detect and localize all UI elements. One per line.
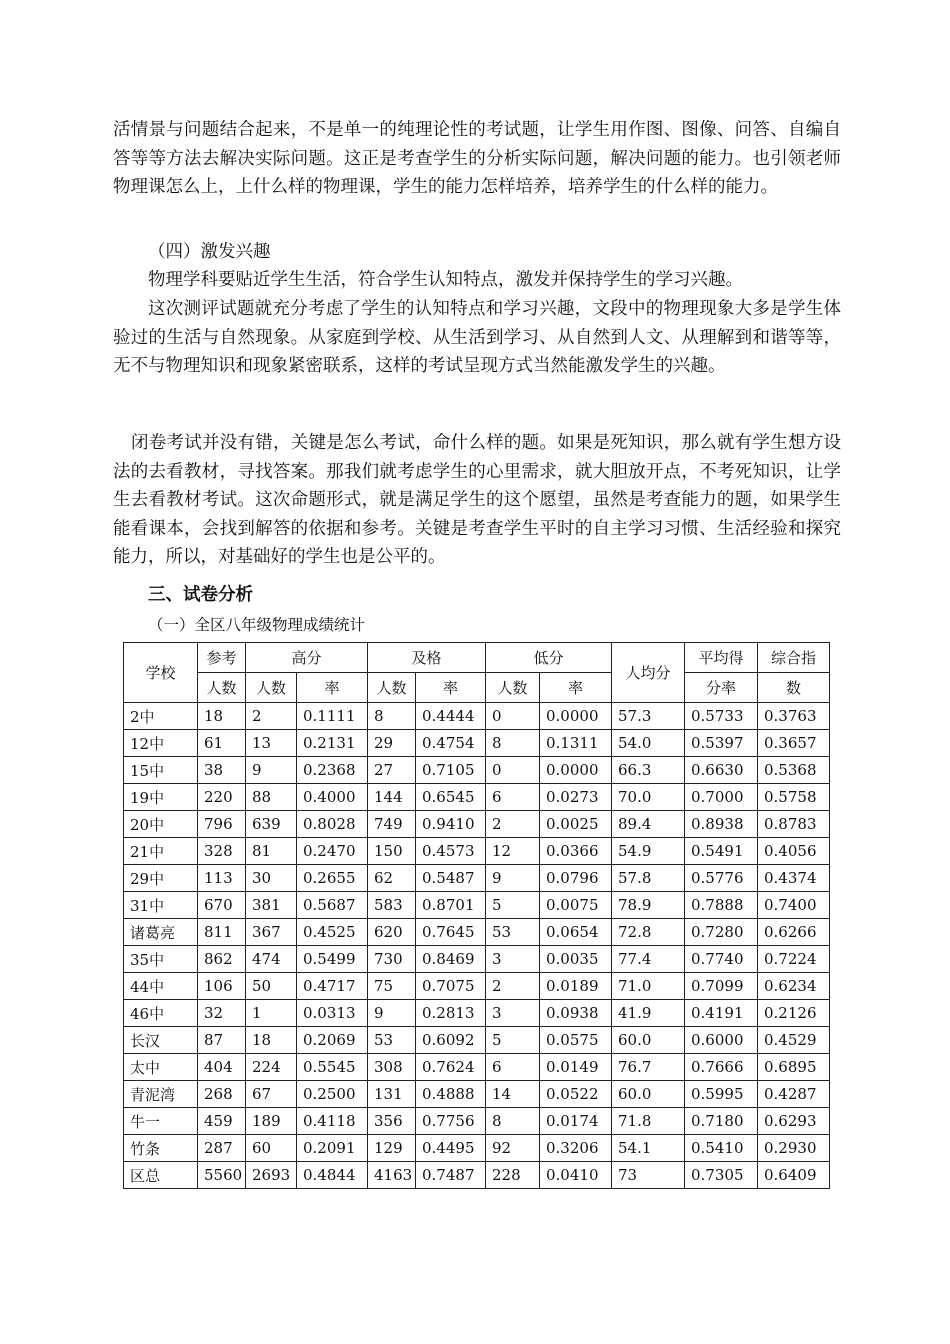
cell-high-rate: 0.8028: [297, 811, 368, 838]
cell-pass-rate: 0.4573: [416, 838, 486, 865]
header-average-score: 人均分: [612, 643, 685, 703]
cell-pass-rate: 0.7487: [416, 1162, 486, 1189]
cell-average-score: 76.7: [612, 1054, 685, 1081]
score-statistics-table: [123, 642, 830, 1189]
cell-participants: 268: [198, 1081, 246, 1108]
cell-average-score: 60.0: [612, 1081, 685, 1108]
cell-pass-rate: 0.7624: [416, 1054, 486, 1081]
cell-average-score: 57.3: [612, 703, 685, 730]
cell-high-count: 474: [246, 946, 297, 973]
cell-low-count: 53: [486, 919, 540, 946]
header-school: 学校: [124, 643, 198, 703]
cell-pass-count: 583: [368, 892, 416, 919]
cell-low-count: 8: [486, 730, 540, 757]
cell-school: 15中: [124, 757, 198, 784]
cell-high-count: 189: [246, 1108, 297, 1135]
cell-school: 19中: [124, 784, 198, 811]
table-row: [124, 946, 830, 973]
cell-composite-index: 0.6895: [758, 1054, 830, 1081]
table-row: [124, 1135, 830, 1162]
cell-high-count: 13: [246, 730, 297, 757]
table-header-row-1: [124, 643, 830, 673]
cell-high-rate: 0.2069: [297, 1027, 368, 1054]
cell-pass-rate: 0.8469: [416, 946, 486, 973]
cell-average-rate: 0.7180: [685, 1108, 758, 1135]
table-row: [124, 1027, 830, 1054]
cell-composite-index: 0.6409: [758, 1162, 830, 1189]
header-high-count: 人数: [246, 673, 297, 703]
cell-school: 46中: [124, 1000, 198, 1027]
table-row: [124, 1162, 830, 1189]
cell-pass-rate: 0.6092: [416, 1027, 486, 1054]
cell-school: 21中: [124, 838, 198, 865]
cell-pass-count: 75: [368, 973, 416, 1000]
cell-low-count: 9: [486, 865, 540, 892]
cell-average-rate: 0.6630: [685, 757, 758, 784]
header-index-top: 综合指: [758, 643, 830, 673]
cell-pass-rate: 0.4495: [416, 1135, 486, 1162]
cell-pass-rate: 0.8701: [416, 892, 486, 919]
header-low-score: 低分: [486, 643, 612, 673]
cell-average-rate: 0.5733: [685, 703, 758, 730]
table-row: [124, 730, 830, 757]
cell-participants: 38: [198, 757, 246, 784]
cell-pass-count: 4163: [368, 1162, 416, 1189]
cell-high-rate: 0.0313: [297, 1000, 368, 1027]
cell-average-rate: 0.6000: [685, 1027, 758, 1054]
cell-average-rate: 0.7099: [685, 973, 758, 1000]
cell-participants: 670: [198, 892, 246, 919]
table-row: [124, 1108, 830, 1135]
cell-high-rate: 0.4118: [297, 1108, 368, 1135]
paragraph-closed-book: 闭卷考试并没有错，关键是怎么考试，命什么样的题。如果是死知识，那么就有学生想方设法的去看教材，寻找答案。那我们就考虑学生的心里需求，就大胆放开点，不考死知识，让学生去看教材考试。这次命题形式，就是满足学生的这个愿望，虽然是考查能力的题，如果学生能看课本，会找到解答的依据和参考。关键是考查学生平时的自主学习习惯、生活经验和探究能力，所以，对基础好的学生也是公平的。: [113, 433, 841, 567]
table-row: [124, 919, 830, 946]
cell-low-rate: 0.0410: [540, 1162, 612, 1189]
cell-participants: 811: [198, 919, 246, 946]
cell-composite-index: 0.4287: [758, 1081, 830, 1108]
cell-low-count: 92: [486, 1135, 540, 1162]
cell-high-count: 1: [246, 1000, 297, 1027]
cell-high-count: 2: [246, 703, 297, 730]
cell-average-score: 66.3: [612, 757, 685, 784]
cell-average-rate: 0.5776: [685, 865, 758, 892]
cell-pass-count: 53: [368, 1027, 416, 1054]
cell-average-score: 41.9: [612, 1000, 685, 1027]
cell-average-rate: 0.8938: [685, 811, 758, 838]
cell-participants: 32: [198, 1000, 246, 1027]
cell-high-rate: 0.2655: [297, 865, 368, 892]
cell-average-rate: 0.5491: [685, 838, 758, 865]
cell-pass-count: 9: [368, 1000, 416, 1027]
cell-high-count: 88: [246, 784, 297, 811]
table-row: [124, 1000, 830, 1027]
cell-pass-count: 144: [368, 784, 416, 811]
cell-composite-index: 0.3763: [758, 703, 830, 730]
cell-low-rate: 0.0174: [540, 1108, 612, 1135]
cell-low-count: 5: [486, 1027, 540, 1054]
cell-participants: 796: [198, 811, 246, 838]
cell-high-rate: 0.2091: [297, 1135, 368, 1162]
cell-average-rate: 0.7740: [685, 946, 758, 973]
cell-low-count: 8: [486, 1108, 540, 1135]
table-caption: （一）全区八年级物理成绩统计: [148, 616, 366, 634]
cell-participants: 106: [198, 973, 246, 1000]
section-title-paper-analysis: 三、试卷分析: [148, 585, 253, 605]
cell-composite-index: 0.6266: [758, 919, 830, 946]
cell-participants: 220: [198, 784, 246, 811]
cell-high-rate: 0.5545: [297, 1054, 368, 1081]
table-row: [124, 892, 830, 919]
cell-high-count: 67: [246, 1081, 297, 1108]
cell-average-score: 54.0: [612, 730, 685, 757]
cell-pass-count: 27: [368, 757, 416, 784]
cell-composite-index: 0.6234: [758, 973, 830, 1000]
cell-low-count: 6: [486, 1054, 540, 1081]
cell-average-rate: 0.7000: [685, 784, 758, 811]
cell-average-rate: 0.7888: [685, 892, 758, 919]
cell-high-count: 9: [246, 757, 297, 784]
cell-average-score: 89.4: [612, 811, 685, 838]
header-average-rate-top: 平均得: [685, 643, 758, 673]
cell-low-count: 3: [486, 1000, 540, 1027]
cell-average-score: 60.0: [612, 1027, 685, 1054]
table-header-row-2: [124, 673, 830, 703]
cell-school: 竹条: [124, 1135, 198, 1162]
table-row: [124, 865, 830, 892]
cell-low-count: 12: [486, 838, 540, 865]
cell-low-count: 0: [486, 757, 540, 784]
cell-low-rate: 0.0000: [540, 757, 612, 784]
cell-school: 35中: [124, 946, 198, 973]
cell-school: 2中: [124, 703, 198, 730]
header-high-rate: 率: [297, 673, 368, 703]
table-row: [124, 757, 830, 784]
cell-composite-index: 0.2126: [758, 1000, 830, 1027]
cell-average-rate: 0.5397: [685, 730, 758, 757]
cell-average-score: 54.9: [612, 838, 685, 865]
subheading-interest: （四）激发兴趣: [148, 242, 271, 262]
cell-average-score: 78.9: [612, 892, 685, 919]
cell-high-rate: 0.2470: [297, 838, 368, 865]
cell-average-rate: 0.7280: [685, 919, 758, 946]
cell-high-count: 639: [246, 811, 297, 838]
cell-low-count: 3: [486, 946, 540, 973]
cell-pass-rate: 0.6545: [416, 784, 486, 811]
cell-school: 29中: [124, 865, 198, 892]
paragraph-assessment-method: 活情景与问题结合起来，不是单一的纯理论性的考试题，让学生用作图、图像、问答、自编自答等等方法去解决实际问题。这正是考查学生的分析实际问题，解决问题的能力。也引领老师物理课怎么上，上什么样的物理课，学生的能力怎样培养，培养学生的什么样的能力。: [113, 120, 841, 197]
cell-low-rate: 0.0273: [540, 784, 612, 811]
table-row: [124, 1081, 830, 1108]
header-pass: 及格: [368, 643, 486, 673]
cell-low-count: 0: [486, 703, 540, 730]
cell-high-rate: 0.4717: [297, 973, 368, 1000]
cell-composite-index: 0.6293: [758, 1108, 830, 1135]
cell-pass-rate: 0.4754: [416, 730, 486, 757]
cell-pass-count: 129: [368, 1135, 416, 1162]
cell-high-count: 224: [246, 1054, 297, 1081]
cell-average-score: 71.8: [612, 1108, 685, 1135]
cell-average-score: 71.0: [612, 973, 685, 1000]
cell-high-rate: 0.5499: [297, 946, 368, 973]
cell-average-rate: 0.7666: [685, 1054, 758, 1081]
cell-average-score: 73: [612, 1162, 685, 1189]
cell-school: 青泥湾: [124, 1081, 198, 1108]
header-participants-bottom: 人数: [198, 673, 246, 703]
cell-participants: 404: [198, 1054, 246, 1081]
cell-pass-count: 8: [368, 703, 416, 730]
cell-pass-rate: 0.2813: [416, 1000, 486, 1027]
cell-high-rate: 0.1111: [297, 703, 368, 730]
cell-school: 牛一: [124, 1108, 198, 1135]
header-low-rate: 率: [540, 673, 612, 703]
cell-high-rate: 0.4844: [297, 1162, 368, 1189]
cell-school: 太中: [124, 1054, 198, 1081]
cell-pass-count: 730: [368, 946, 416, 973]
cell-participants: 113: [198, 865, 246, 892]
table-row: [124, 811, 830, 838]
cell-pass-count: 620: [368, 919, 416, 946]
cell-high-count: 81: [246, 838, 297, 865]
cell-pass-rate: 0.7756: [416, 1108, 486, 1135]
cell-participants: 459: [198, 1108, 246, 1135]
table-row: [124, 703, 830, 730]
cell-low-count: 5: [486, 892, 540, 919]
cell-low-rate: 0.0189: [540, 973, 612, 1000]
cell-high-count: 30: [246, 865, 297, 892]
cell-pass-count: 150: [368, 838, 416, 865]
cell-average-score: 70.0: [612, 784, 685, 811]
cell-participants: 87: [198, 1027, 246, 1054]
cell-composite-index: 0.5758: [758, 784, 830, 811]
cell-high-rate: 0.2131: [297, 730, 368, 757]
cell-composite-index: 0.4056: [758, 838, 830, 865]
cell-average-score: 57.8: [612, 865, 685, 892]
cell-average-score: 54.1: [612, 1135, 685, 1162]
cell-low-rate: 0.0575: [540, 1027, 612, 1054]
cell-low-count: 6: [486, 784, 540, 811]
cell-high-count: 367: [246, 919, 297, 946]
cell-high-count: 60: [246, 1135, 297, 1162]
cell-low-rate: 0.0522: [540, 1081, 612, 1108]
cell-high-count: 2693: [246, 1162, 297, 1189]
header-index-bottom: 数: [758, 673, 830, 703]
cell-participants: 61: [198, 730, 246, 757]
cell-pass-rate: 0.7105: [416, 757, 486, 784]
table-body: [124, 703, 830, 1189]
cell-average-rate: 0.5995: [685, 1081, 758, 1108]
cell-low-rate: 0.0938: [540, 1000, 612, 1027]
cell-pass-rate: 0.7645: [416, 919, 486, 946]
cell-high-count: 50: [246, 973, 297, 1000]
table-row: [124, 838, 830, 865]
cell-composite-index: 0.7224: [758, 946, 830, 973]
cell-low-count: 2: [486, 811, 540, 838]
cell-composite-index: 0.3657: [758, 730, 830, 757]
cell-high-rate: 0.5687: [297, 892, 368, 919]
cell-pass-count: 62: [368, 865, 416, 892]
cell-composite-index: 0.5368: [758, 757, 830, 784]
cell-composite-index: 0.8783: [758, 811, 830, 838]
cell-school: 长汉: [124, 1027, 198, 1054]
cell-low-rate: 0.0149: [540, 1054, 612, 1081]
cell-school: 区总: [124, 1162, 198, 1189]
cell-pass-count: 29: [368, 730, 416, 757]
cell-average-rate: 0.7305: [685, 1162, 758, 1189]
cell-low-rate: 0.0796: [540, 865, 612, 892]
cell-pass-rate: 0.7075: [416, 973, 486, 1000]
cell-school: 诸葛亮: [124, 919, 198, 946]
cell-participants: 862: [198, 946, 246, 973]
cell-low-rate: 0.0654: [540, 919, 612, 946]
table-row: [124, 973, 830, 1000]
paragraph-test-design: 这次测评试题就充分考虑了学生的认知特点和学习兴趣，文段中的物理现象大多是学生体验过的生活与自然现象。从家庭到学校、从生活到学习、从自然到人文、从理解到和谐等等，无不与物理知识和现象紧密联系，这样的考试呈现方式当然能激发学生的兴趣。: [113, 299, 841, 376]
cell-low-count: 14: [486, 1081, 540, 1108]
cell-pass-count: 356: [368, 1108, 416, 1135]
cell-pass-rate: 0.5487: [416, 865, 486, 892]
cell-participants: 328: [198, 838, 246, 865]
header-low-count: 人数: [486, 673, 540, 703]
cell-high-count: 18: [246, 1027, 297, 1054]
cell-low-count: 2: [486, 973, 540, 1000]
cell-school: 31中: [124, 892, 198, 919]
cell-participants: 5560: [198, 1162, 246, 1189]
cell-pass-rate: 0.4888: [416, 1081, 486, 1108]
cell-high-rate: 0.2368: [297, 757, 368, 784]
cell-low-count: 228: [486, 1162, 540, 1189]
cell-high-count: 381: [246, 892, 297, 919]
cell-school: 44中: [124, 973, 198, 1000]
cell-pass-count: 749: [368, 811, 416, 838]
header-participants-top: 参考: [198, 643, 246, 673]
cell-low-rate: 0.3206: [540, 1135, 612, 1162]
cell-average-score: 72.8: [612, 919, 685, 946]
cell-composite-index: 0.4529: [758, 1027, 830, 1054]
table-row: [124, 784, 830, 811]
paragraph-physics-subject: 物理学科要贴近学生生活，符合学生认知特点，激发并保持学生的学习兴趣。: [148, 270, 743, 290]
cell-low-rate: 0.0366: [540, 838, 612, 865]
cell-pass-rate: 0.9410: [416, 811, 486, 838]
cell-participants: 287: [198, 1135, 246, 1162]
cell-low-rate: 0.0025: [540, 811, 612, 838]
cell-high-rate: 0.4000: [297, 784, 368, 811]
cell-pass-count: 308: [368, 1054, 416, 1081]
cell-composite-index: 0.4374: [758, 865, 830, 892]
cell-pass-count: 131: [368, 1081, 416, 1108]
cell-high-rate: 0.4525: [297, 919, 368, 946]
header-pass-rate: 率: [416, 673, 486, 703]
header-average-rate-bottom: 分率: [685, 673, 758, 703]
header-high-score: 高分: [246, 643, 368, 673]
cell-high-rate: 0.2500: [297, 1081, 368, 1108]
cell-low-rate: 0.1311: [540, 730, 612, 757]
cell-school: 12中: [124, 730, 198, 757]
cell-composite-index: 0.2930: [758, 1135, 830, 1162]
cell-low-rate: 0.0075: [540, 892, 612, 919]
cell-participants: 18: [198, 703, 246, 730]
cell-school: 20中: [124, 811, 198, 838]
table-row: [124, 1054, 830, 1081]
cell-average-rate: 0.5410: [685, 1135, 758, 1162]
header-pass-count: 人数: [368, 673, 416, 703]
cell-low-rate: 0.0035: [540, 946, 612, 973]
cell-average-rate: 0.4191: [685, 1000, 758, 1027]
cell-pass-rate: 0.4444: [416, 703, 486, 730]
cell-average-score: 77.4: [612, 946, 685, 973]
cell-composite-index: 0.7400: [758, 892, 830, 919]
cell-low-rate: 0.0000: [540, 703, 612, 730]
